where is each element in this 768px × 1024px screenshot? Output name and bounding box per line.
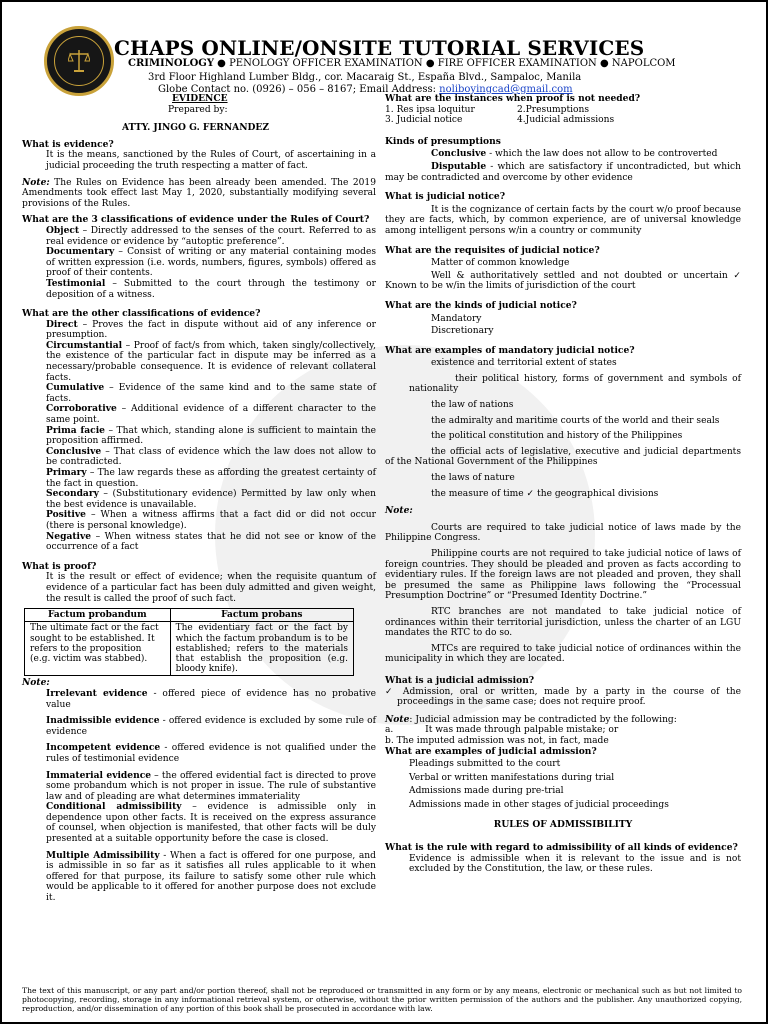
list-item: Prima facie – That which, standing alone is sufficient to maintain the proposition affirmed. (46, 424, 376, 447)
list-item: the admiralty and maritime courts of the world and their seals (431, 415, 720, 426)
list-item: Negative – When witness states that he did not see or know of the occurrence of a fact (46, 530, 376, 553)
proof-not-needed-list (385, 105, 741, 126)
list-item: Mandatory (431, 313, 482, 324)
list-item: Incompetent evidence - offered evidence is not qualified under the rules of testimonial evidence (46, 742, 376, 764)
list-item: Well & authoritatively settled and not doubted or uncertain ✓ Known to be w/in the limits of jurisdiction of the court (385, 270, 741, 292)
answer-judicial-notice: It is the cognizance of certain facts by the court w/o proof because they are facts, which, by common experience, are of universal knowledge among intelligent persons w/in a country or community (385, 204, 741, 236)
header-address: 3rd Floor Highland Lumber Bldg., cor. Macaraig St., España Blvd., Sampaloc, Manila (148, 72, 582, 83)
list-item: Conclusive - which the law does not allow to be controverted (431, 148, 718, 160)
note-paragraph: Philippine courts are not required to take judicial notice of laws of foreign countries. They should be pleaded and proven as facts according to evidentiary rules. If the foreign laws are not pleaded and proven, they shall be presumed the same as Philippine laws following the “Processual Presumption Doctrine” or “Presumed Identity Doctrine.” (385, 549, 741, 602)
right-column (385, 94, 741, 875)
answer-evidence: It is the means, sanctioned by the Rules of Court, of ascertaining in a judicial proceeding the truth respecting a matter of fact. (46, 150, 376, 171)
list-item: Corroborative – Additional evidence of a different character to the same point. (46, 403, 376, 426)
question-admission-examples: What are examples of judicial admission? (385, 745, 597, 757)
list-item: their political history, forms of government and symbols of nationality (409, 373, 741, 395)
list-item: the measure of time ✓ the geographical divisions (431, 488, 659, 499)
list-item: Primary – The law regards these as affording the greatest certainty of the fact in question. (46, 467, 376, 489)
list-item: Secondary – (Substitutionary evidence) Permitted by law only when the best evidence is unavailable. (46, 488, 376, 510)
scales-icon (68, 48, 90, 74)
list-item: a. It was made through palpable mistake; or (385, 725, 619, 736)
question-presumptions: Kinds of presumptions (385, 135, 501, 147)
question-classifications: What are the 3 classifications of evidence under the Rules of Court? (22, 214, 370, 226)
answer-proof: It is the result or effect of evidence; when the requisite quantum of evidence of a particular fact has been duly admitted and given weight, the result is called the proof of such fact. (46, 572, 376, 604)
table-cell: The evidentiary fact or the fact by which the factum probandum is to be established; refers to the materials that establish the proposition (e.g. bloody knife). (170, 622, 353, 676)
list-item: Irrelevant evidence - offered piece of evidence has no probative value (46, 687, 377, 710)
list-item: b. The imputed admission was not, in fact, made (385, 735, 609, 746)
list-item: 4.Judicial admissions (517, 115, 615, 126)
table-cell: The ultimate fact or the fact sought to be established. It refers to the proposition (e.g. victim was stabbed). (25, 622, 171, 676)
list-item: Pleadings submitted to the court (409, 759, 561, 770)
list-item: Discretionary (431, 326, 494, 337)
list-item: 3. Judicial notice (385, 115, 463, 126)
admission-note: Note: Judicial admission may be contradicted by the following: (385, 713, 677, 725)
list-item: Documentary – Consist of writing or any material containing modes of written expression (i.e. words, numbers, figures, symbols) offered as proof of their contents. (46, 246, 376, 279)
list-item: Inadmissible evidence - offered evidence is excluded by some rule of evidence (46, 715, 376, 737)
list-item: Disputable - which are satisfactory if uncontradicted, but which may be contradicted and overcome by other evidence (385, 160, 741, 183)
prepared-by: Prepared by: (168, 104, 228, 115)
author-name: ATTY. JINGO G. FERNANDEZ (122, 122, 269, 134)
email-link[interactable]: noliboyingcad@gmail.com (439, 84, 573, 95)
section-heading: RULES OF ADMISSIBILITY (493, 819, 633, 831)
question-kinds: What are the kinds of judicial notice? (385, 299, 577, 311)
list-item: Conclusive – That class of evidence which the law does not allow to be contradicted. (46, 445, 376, 468)
list-item: Cumulative – Evidence of the same kind and to the same state of facts. (46, 382, 376, 404)
note-label: Note: (22, 677, 50, 689)
doc-title: EVIDENCE (172, 93, 228, 104)
list-item: the official acts of legislative, executive and judicial departments of the National Government of the Philippines (385, 446, 741, 468)
list-item: Multiple Admissibility - When a fact is offered for one purpose, and is admissible in so far as it satisfies all rules applicable to it when offered for that purpose, its failure to satisfy some other rule which would be applicable to it offered for another purpose does not exclude it. (46, 849, 376, 904)
list-item: Immaterial evidence – the offered evidential fact is directed to prove some probandum which is not proper in issue. The rule of substantive law and of pleading are what determines immateriality (46, 769, 376, 802)
list-item: Circumstantial – Proof of fact/s from which, taken singly/collectively, the existence of the particular fact in dispute may be inferred as a necessary/probable consequence. It is evidence of relevant collateral facts. (46, 339, 376, 383)
list-item: Verbal or written manifestations during trial (409, 772, 615, 783)
question-judicial-admission: What is a judicial admission? (385, 674, 535, 686)
list-item: Admissions made during pre-trial (409, 786, 564, 797)
list-item: Matter of common knowledge (431, 258, 570, 269)
note-paragraph: MTCs are required to take judicial notice of ordinances within the municipality in which they are located. (385, 643, 741, 665)
list-item: Admissions made in other stages of judicial proceedings (409, 799, 669, 810)
question-other-classifications: What are the other classifications of evidence? (22, 308, 261, 320)
amendment-note: Note: The Rules on Evidence has been already been amended. The 2019 Amendments took effect last May 1, 2020, substantially modifying several provisions of the Rules. (22, 176, 376, 209)
left-column (22, 94, 376, 904)
question-requisites: What are the requisites of judicial notice? (385, 244, 600, 256)
list-item: existence and territorial extent of states (431, 358, 617, 369)
list-item: Positive – When a witness affirms that a fact did or did not occur (there is personal knowledge). (46, 509, 376, 531)
question-judicial-notice: What is judicial notice? (385, 191, 506, 203)
header-contact: Globe Contact no. (0926) – 056 – 8167; Email Address: noliboyingcad@gmail.com (158, 84, 573, 95)
list-item: 1. Res ipsa loquitur (385, 104, 475, 115)
question-evidence: What is evidence? (22, 138, 114, 150)
answer-judicial-admission: ✓ Admission, oral or written, made by a party in the course of the proceedings in the same case; does not require proof. (385, 686, 741, 708)
list-item: Conditional admissibility – evidence is admissible only in dependence upon other facts. It is received on the express assurance of counsel, when objection is manifested, that other facts will be duly presented at a suitable opportunity before the case is closed. (46, 801, 376, 845)
question-admissibility-rule: What is the rule with regard to admissibility of all kinds of evidence? (385, 842, 738, 854)
factum-table (24, 608, 354, 676)
question-proof-not-needed: What are the instances when proof is not needed? (385, 93, 641, 104)
note-label: Note: (385, 505, 413, 517)
seal-logo-icon (44, 26, 114, 96)
table-header: Factum probandum (25, 609, 171, 622)
note-paragraph: RTC branches are not mandated to take judicial notice of ordinances within their territorial jurisdiction, unless the charter of an LGU mandates the RTC to do so. (385, 606, 741, 639)
list-item: Object – Directly addressed to the senses of the court. Referred to as real evidence or evidence by “autoptic preference”. (46, 224, 376, 247)
copyright-notice: The text of this manuscript, or any part and/or portion thereof, shall not be reproduced or transmitted in any form or by any means, electronic or mechanical such as but not limited to photocopying, recording, storage in any informational retrieval system, or otherwise, without the prior written permission of the authors and the publisher. Any unauthorized copying, reproduction, and/or dissemination of any portion of this book shall be prosecuted in accordance with law. (22, 986, 742, 1013)
table-header: Factum probans (170, 609, 353, 622)
answer-admissibility-rule: Evidence is admissible when it is relevant to the issue and is not excluded by the Constitution, the law, or these rules. (409, 853, 741, 875)
list-item: the law of nations (431, 400, 514, 411)
list-item: Testimonial – Submitted to the court through the testimony or deposition of a witness. (46, 277, 376, 300)
header-subtitle: CRIMINOLOGY ● PENOLOGY OFFICER EXAMINATION ● FIRE OFFICER EXAMINATION ● NAPOLCOM (128, 58, 676, 69)
list-item: the laws of nature (431, 473, 515, 484)
header-title: CHAPS ONLINE/ONSITE TUTORIAL SERVICES (114, 36, 645, 60)
list-item: the political constitution and history of the Philippines (431, 431, 683, 442)
question-proof: What is proof? (22, 560, 97, 572)
question-mandatory-examples: What are examples of mandatory judicial notice? (385, 344, 635, 356)
note-paragraph: Courts are required to take judicial notice of laws made by the Philippine Congress. (385, 522, 741, 544)
list-item: Direct – Proves the fact in dispute without aid of any inference or presumption. (46, 318, 376, 341)
list-item: 2.Presumptions (517, 104, 590, 115)
